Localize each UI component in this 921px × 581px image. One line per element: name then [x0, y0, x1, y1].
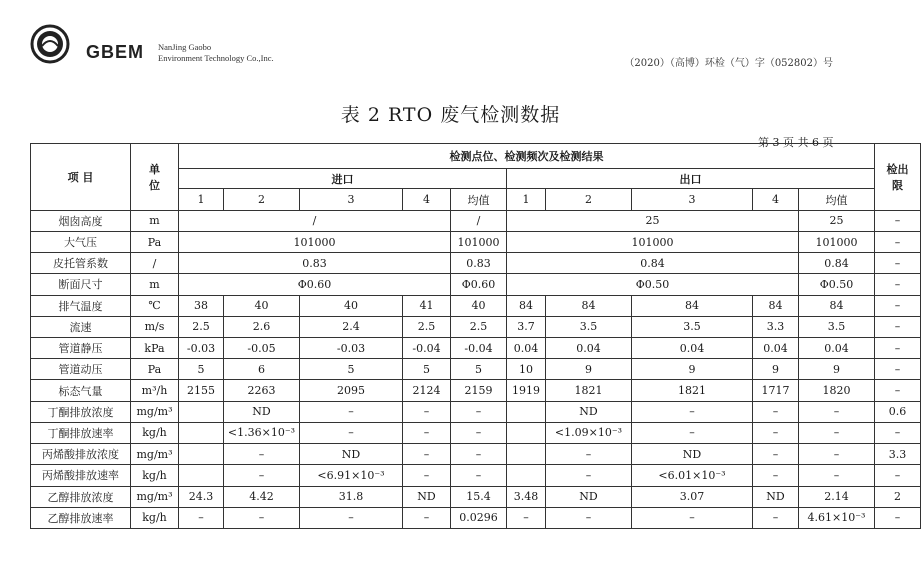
- inlet-mean-value: 101000: [451, 231, 507, 252]
- inlet-value: -0.05: [224, 337, 300, 358]
- inlet-value: 41: [403, 295, 451, 316]
- outlet-value: –: [632, 401, 753, 422]
- inlet-value: –: [451, 422, 507, 443]
- header-outlet-col-4: 4: [753, 189, 799, 210]
- inlet-value: <1.36×10⁻³: [224, 422, 300, 443]
- inlet-value: [179, 422, 224, 443]
- outlet-value: 1821: [546, 380, 632, 401]
- inlet-mean-value: /: [451, 210, 507, 231]
- outlet-value: 0.04: [632, 337, 753, 358]
- table-row: [31, 337, 921, 358]
- row-name: 断面尺寸: [31, 274, 131, 295]
- inlet-value: –: [403, 422, 451, 443]
- header-outlet: 出口: [507, 169, 875, 189]
- row-unit: m: [131, 274, 179, 295]
- outlet-mean-value: Φ0.50: [799, 274, 875, 295]
- detection-limit-value: –: [875, 359, 921, 380]
- outlet-value: [507, 422, 546, 443]
- inlet-value: –: [403, 401, 451, 422]
- row-unit: ℃: [131, 295, 179, 316]
- outlet-value: 3.3: [753, 316, 799, 337]
- outlet-value: 0.04: [799, 337, 875, 358]
- row-name: 管道动压: [31, 359, 131, 380]
- detection-limit-value: –: [875, 422, 921, 443]
- outlet-mean-value: 25: [799, 210, 875, 231]
- inlet-value: -0.03: [300, 337, 403, 358]
- outlet-value: <6.01×10⁻³: [632, 465, 753, 486]
- detection-limit-value: –: [875, 231, 921, 252]
- detection-limit-value: 3.3: [875, 444, 921, 465]
- row-name: 标态气量: [31, 380, 131, 401]
- document-number: （2020）（高博）环检（气）字（052802）号: [624, 58, 833, 69]
- outlet-value: 9: [632, 359, 753, 380]
- header-outlet-col-1: 1: [507, 189, 546, 210]
- header-outlet-col-5: 均值: [799, 189, 875, 210]
- outlet-value: –: [753, 401, 799, 422]
- inlet-value: 2.6: [224, 316, 300, 337]
- inlet-value: –: [300, 507, 403, 528]
- row-unit: mg/m³: [131, 444, 179, 465]
- outlet-value: 3.48: [507, 486, 546, 507]
- inlet-value: 4.42: [224, 486, 300, 507]
- detection-limit-value: –: [875, 274, 921, 295]
- outlet-value: 0.04: [507, 337, 546, 358]
- inlet-value: 2.5: [179, 316, 224, 337]
- row-name: 大气压: [31, 231, 131, 252]
- inlet-value: 2263: [224, 380, 300, 401]
- detection-limit-value: –: [875, 210, 921, 231]
- outlet-mean-value: 0.84: [799, 253, 875, 274]
- inlet-value: 6: [224, 359, 300, 380]
- inlet-value: 40: [300, 295, 403, 316]
- inlet-value: -0.04: [451, 337, 507, 358]
- row-name: 乙醇排放速率: [31, 507, 131, 528]
- header-outlet-col-2: 2: [546, 189, 632, 210]
- outlet-value: 1820: [799, 380, 875, 401]
- table-row: [31, 274, 921, 295]
- inlet-value: ND: [403, 486, 451, 507]
- row-unit: kg/h: [131, 507, 179, 528]
- row-unit: kPa: [131, 337, 179, 358]
- outlet-merged-value: 0.84: [507, 253, 799, 274]
- outlet-value: –: [632, 422, 753, 443]
- inlet-value: 15.4: [451, 486, 507, 507]
- outlet-value: 1821: [632, 380, 753, 401]
- inlet-value: –: [403, 507, 451, 528]
- inlet-value: [179, 465, 224, 486]
- inlet-value: ND: [224, 401, 300, 422]
- inlet-merged-value: 0.83: [179, 253, 451, 274]
- outlet-value: 84: [507, 295, 546, 316]
- detection-limit-value: –: [875, 316, 921, 337]
- inlet-value: –: [224, 465, 300, 486]
- table-row: [31, 253, 921, 274]
- company-line2: Environment Technology Co.,Inc.: [158, 53, 274, 63]
- outlet-value: 84: [753, 295, 799, 316]
- outlet-value: [507, 444, 546, 465]
- outlet-value: –: [632, 507, 753, 528]
- inlet-value: –: [403, 465, 451, 486]
- inlet-value: <6.91×10⁻³: [300, 465, 403, 486]
- inlet-value: –: [300, 422, 403, 443]
- inlet-value: –: [179, 507, 224, 528]
- detection-limit-value: –: [875, 507, 921, 528]
- outlet-value: 84: [546, 295, 632, 316]
- inlet-value: [179, 444, 224, 465]
- outlet-value: –: [799, 465, 875, 486]
- inlet-value: –: [224, 444, 300, 465]
- inlet-value: 2159: [451, 380, 507, 401]
- inlet-mean-value: Φ0.60: [451, 274, 507, 295]
- inlet-value: –: [224, 507, 300, 528]
- brand-name: GBEM: [86, 42, 144, 62]
- inlet-value: –: [403, 444, 451, 465]
- outlet-value: ND: [546, 486, 632, 507]
- row-unit: mg/m³: [131, 401, 179, 422]
- outlet-value: [507, 465, 546, 486]
- detection-limit-value: 0.6: [875, 401, 921, 422]
- inlet-value: 2124: [403, 380, 451, 401]
- outlet-value: 3.7: [507, 316, 546, 337]
- row-unit: /: [131, 253, 179, 274]
- outlet-value: ND: [546, 401, 632, 422]
- table-row: [31, 422, 921, 443]
- outlet-value: 4.61×10⁻³: [799, 507, 875, 528]
- outlet-value: –: [753, 507, 799, 528]
- inlet-value: 2.5: [403, 316, 451, 337]
- outlet-value: –: [753, 465, 799, 486]
- row-unit: kg/h: [131, 422, 179, 443]
- outlet-value: 3.5: [546, 316, 632, 337]
- outlet-value: 10: [507, 359, 546, 380]
- inlet-value: [179, 401, 224, 422]
- company-line1: NanJing Gaobo: [158, 42, 212, 52]
- inlet-value: 0.0296: [451, 507, 507, 528]
- detection-limit-value: –: [875, 253, 921, 274]
- outlet-value: 2.14: [799, 486, 875, 507]
- inlet-value: ND: [300, 444, 403, 465]
- page-info: 第 3 页 共 6 页: [758, 136, 834, 149]
- inlet-value: -0.03: [179, 337, 224, 358]
- header-span-title: 检测点位、检测频次及检测结果: [179, 144, 875, 169]
- inlet-value: 2.5: [451, 316, 507, 337]
- outlet-mean-value: 101000: [799, 231, 875, 252]
- header-inlet-col-4: 4: [403, 189, 451, 210]
- detection-limit-value: –: [875, 380, 921, 401]
- inlet-value: –: [451, 401, 507, 422]
- row-unit: m: [131, 210, 179, 231]
- row-name: 排气温度: [31, 295, 131, 316]
- row-name: 乙醇排放浓度: [31, 486, 131, 507]
- header-outlet-col-3: 3: [632, 189, 753, 210]
- table-row: [31, 210, 921, 231]
- outlet-value: 9: [546, 359, 632, 380]
- header-detection-limit: 检出 限: [875, 144, 921, 211]
- row-name: 管道静压: [31, 337, 131, 358]
- row-name: 丙烯酸排放浓度: [31, 444, 131, 465]
- inlet-value: 2095: [300, 380, 403, 401]
- inlet-merged-value: 101000: [179, 231, 451, 252]
- inlet-value: 40: [224, 295, 300, 316]
- detection-limit-value: –: [875, 295, 921, 316]
- table-title: 表 2 RTO 废气检测数据: [340, 104, 561, 126]
- outlet-value: 84: [632, 295, 753, 316]
- row-name: 皮托管系数: [31, 253, 131, 274]
- row-name: 流速: [31, 316, 131, 337]
- header-unit: 单 位: [131, 144, 179, 211]
- inlet-value: 24.3: [179, 486, 224, 507]
- header-inlet-col-1: 1: [179, 189, 224, 210]
- inlet-value: 2155: [179, 380, 224, 401]
- outlet-value: 0.04: [546, 337, 632, 358]
- table-row: [31, 444, 921, 465]
- inlet-mean-value: 0.83: [451, 253, 507, 274]
- outlet-value: [507, 401, 546, 422]
- outlet-value: –: [753, 444, 799, 465]
- inlet-value: –: [451, 444, 507, 465]
- inlet-value: -0.04: [403, 337, 451, 358]
- inlet-merged-value: Φ0.60: [179, 274, 451, 295]
- row-unit: m³/h: [131, 380, 179, 401]
- outlet-value: –: [507, 507, 546, 528]
- row-name: 烟囱高度: [31, 210, 131, 231]
- table-row: [31, 401, 921, 422]
- outlet-merged-value: Φ0.50: [507, 274, 799, 295]
- row-name: 丙烯酸排放速率: [31, 465, 131, 486]
- inlet-value: 38: [179, 295, 224, 316]
- outlet-value: –: [546, 465, 632, 486]
- table-row: [31, 231, 921, 252]
- row-unit: Pa: [131, 231, 179, 252]
- header-inlet-col-5: 均值: [451, 189, 507, 210]
- header-inlet-col-3: 3: [300, 189, 403, 210]
- inlet-value: 40: [451, 295, 507, 316]
- inlet-value: 5: [300, 359, 403, 380]
- inlet-value: 5: [179, 359, 224, 380]
- outlet-value: –: [799, 444, 875, 465]
- table-row: [31, 359, 921, 380]
- outlet-value: 0.04: [753, 337, 799, 358]
- header-inlet-col-2: 2: [224, 189, 300, 210]
- header-inlet: 进口: [179, 169, 507, 189]
- report-table: [30, 143, 921, 529]
- outlet-value: –: [753, 422, 799, 443]
- outlet-value: 9: [799, 359, 875, 380]
- outlet-value: 1717: [753, 380, 799, 401]
- table-row: [31, 465, 921, 486]
- outlet-value: 3.5: [799, 316, 875, 337]
- outlet-value: 3.5: [632, 316, 753, 337]
- outlet-value: –: [546, 507, 632, 528]
- company-name: [158, 42, 274, 64]
- inlet-value: –: [451, 465, 507, 486]
- inlet-value: 31.8: [300, 486, 403, 507]
- outlet-value: –: [799, 401, 875, 422]
- outlet-value: 9: [753, 359, 799, 380]
- inlet-value: 2.4: [300, 316, 403, 337]
- outlet-value: 84: [799, 295, 875, 316]
- row-unit: m/s: [131, 316, 179, 337]
- detection-limit-value: –: [875, 465, 921, 486]
- table-row: [31, 486, 921, 507]
- table-row: [31, 507, 921, 528]
- outlet-value: –: [546, 444, 632, 465]
- row-unit: mg/m³: [131, 486, 179, 507]
- detection-limit-value: –: [875, 337, 921, 358]
- row-unit: Pa: [131, 359, 179, 380]
- outlet-merged-value: 25: [507, 210, 799, 231]
- outlet-value: ND: [632, 444, 753, 465]
- outlet-value: 3.07: [632, 486, 753, 507]
- inlet-value: 5: [403, 359, 451, 380]
- detection-limit-value: 2: [875, 486, 921, 507]
- table-row: [31, 316, 921, 337]
- header-item: 项 目: [31, 144, 131, 211]
- outlet-value: <1.09×10⁻³: [546, 422, 632, 443]
- outlet-value: –: [799, 422, 875, 443]
- outlet-value: 1919: [507, 380, 546, 401]
- outlet-value: ND: [753, 486, 799, 507]
- inlet-merged-value: /: [179, 210, 451, 231]
- gbem-logo-icon: [30, 24, 70, 64]
- table-row: [31, 295, 921, 316]
- row-name: 丁酮排放速率: [31, 422, 131, 443]
- table-row: [31, 380, 921, 401]
- row-unit: kg/h: [131, 465, 179, 486]
- inlet-value: 5: [451, 359, 507, 380]
- outlet-merged-value: 101000: [507, 231, 799, 252]
- inlet-value: –: [300, 401, 403, 422]
- row-name: 丁酮排放浓度: [31, 401, 131, 422]
